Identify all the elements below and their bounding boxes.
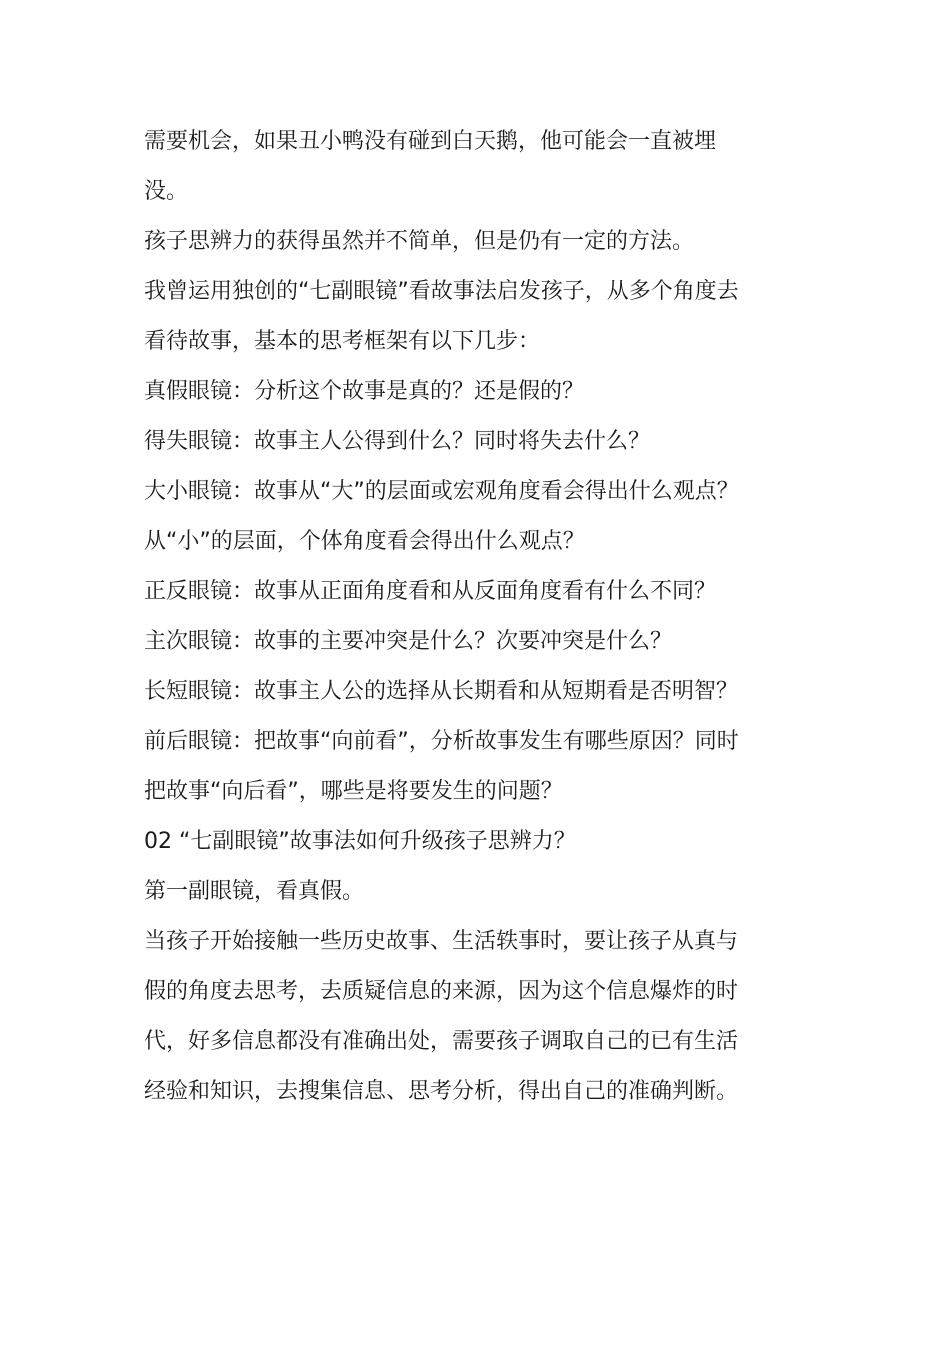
paragraph-ugly-duckling: 需要机会，如果丑小鸭没有碰到白天鹅，他可能会一直被埋没。	[144, 129, 717, 204]
paragraph-pro-con-glasses: 正反眼镜：故事从正面角度看和从反面角度看有什么不同？	[144, 579, 717, 604]
paragraph-before-after-glasses: 前后眼镜：把故事“向前看”，分析故事发生有哪些原因？同时把故事“向后看”，哪些是将要发生的问题？	[144, 729, 739, 804]
paragraph-seven-glasses-intro: 我曾运用独创的“七副眼镜”看故事法启发孩子，从多个角度去看待故事，基本的思考框架有以下几步：	[144, 279, 739, 354]
document-body	[144, 117, 744, 1117]
section-heading-02: 02 “七副眼镜”故事法如何升级孩子思辨力？	[144, 829, 576, 854]
paragraph-long-short-glasses: 长短眼镜：故事主人公的选择从长期看和从短期看是否明智？	[144, 679, 739, 704]
paragraph-first-glasses-detail: 当孩子开始接触一些历史故事、生活轶事时，要让孩子从真与假的角度去思考，去质疑信息的来源，因为这个信息爆炸的时代，好多信息都没有准确出处，需要孩子调取自己的已有生活经验和知识，去搜集信息、思考分析，得出自己的准确判断。	[144, 929, 739, 1104]
paragraph-primary-secondary-glasses: 主次眼镜：故事的主要冲突是什么？次要冲突是什么？	[144, 629, 673, 654]
paragraph-gain-loss-glasses: 得失眼镜：故事主人公得到什么？同时将失去什么？	[144, 429, 651, 454]
paragraph-true-false-glasses: 真假眼镜：分析这个故事是真的？还是假的？	[144, 379, 585, 404]
paragraph-first-glasses: 第一副眼镜，看真假。	[144, 879, 365, 904]
paragraph-big-small-glasses: 大小眼镜：故事从“大”的层面或宏观角度看会得出什么观点？从“小”的层面，个体角度看会得出什么观点？	[144, 479, 739, 554]
paragraph-method-intro: 孩子思辨力的获得虽然并不简单，但是仍有一定的方法。	[144, 229, 695, 254]
